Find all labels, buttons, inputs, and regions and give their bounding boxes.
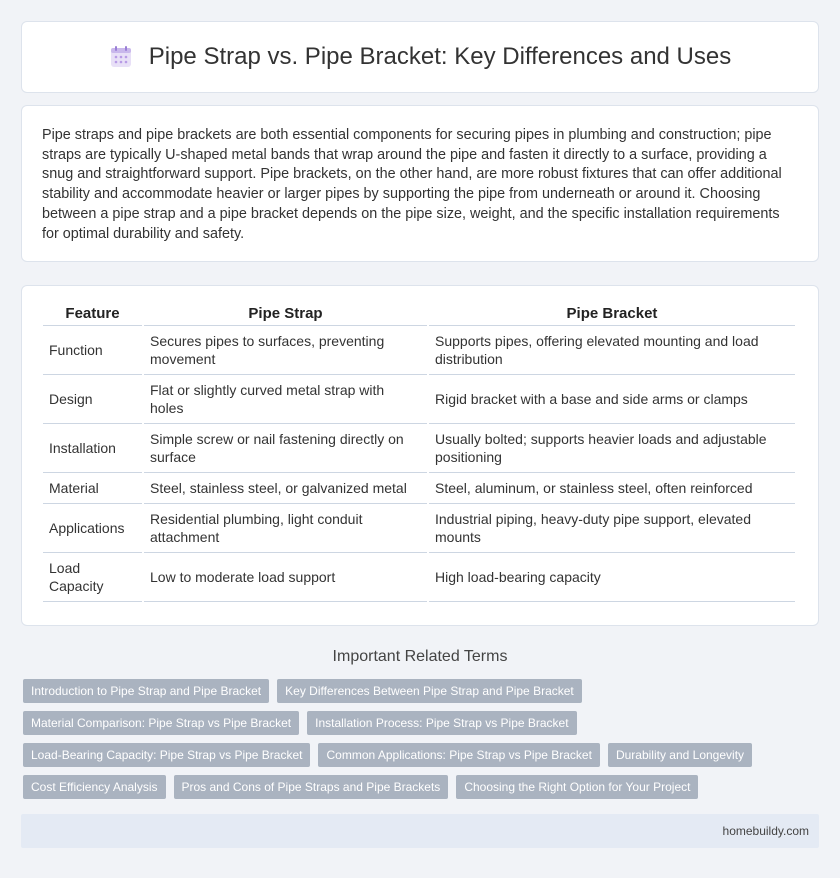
table-row	[43, 553, 795, 602]
table-row	[43, 375, 795, 424]
related-term-chip[interactable]: Common Applications: Pipe Strap vs Pipe Bracket	[318, 743, 599, 767]
intro-paragraph: Pipe straps and pipe brackets are both essential components for securing pipes in plumbing and construction; pipe straps are typically U-shaped metal bands that wrap around the pipe and fasten it directly to a surface, providing a snug and straightforward support. Pipe brackets, on the other hand, are more robust fixtures that can offer additional stability and accommodate heavier or larger pipes by supporting the pipe from underneath or around it. Choosing between a pipe strap and a pipe bracket depends on the pipe size, weight, and the specific installation requirements for optimal durability and safety.	[42, 127, 782, 242]
pipe-bracket-cell: Supports pipes, offering elevated mounting and load distribution	[429, 326, 795, 375]
header-pipe-strap: Pipe Strap	[144, 304, 427, 326]
table-row	[43, 504, 795, 553]
feature-cell: Design	[43, 375, 142, 424]
feature-cell: Function	[43, 326, 142, 375]
page-title: Pipe Strap vs. Pipe Bracket: Key Differences and Uses	[148, 43, 732, 70]
feature-cell: Applications	[43, 504, 142, 553]
feature-cell: Material	[43, 473, 142, 504]
pipe-strap-cell: Steel, stainless steel, or galvanized metal	[144, 473, 427, 504]
related-term-chip[interactable]: Choosing the Right Option for Your Project	[456, 775, 698, 799]
pipe-strap-cell: Flat or slightly curved metal strap with holes	[144, 375, 427, 424]
related-term-chip[interactable]: Pros and Cons of Pipe Straps and Pipe Brackets	[174, 775, 449, 799]
related-term-chip[interactable]: Cost Efficiency Analysis	[23, 775, 166, 799]
related-term-chip[interactable]: Introduction to Pipe Strap and Pipe Bracket	[23, 679, 269, 703]
related-term-chip[interactable]: Material Comparison: Pipe Strap vs Pipe Bracket	[23, 711, 299, 735]
intro-card	[21, 105, 819, 262]
pipe-strap-cell: Low to moderate load support	[144, 553, 427, 602]
calendar-icon	[109, 45, 133, 69]
related-terms-title: Important Related Terms	[332, 648, 508, 665]
feature-cell: Installation	[43, 424, 142, 473]
pipe-bracket-cell: Rigid bracket with a base and side arms or clamps	[429, 375, 795, 424]
footer	[21, 814, 819, 848]
footer-brand-link[interactable]: homebuildy.com	[722, 824, 809, 838]
related-term-chip[interactable]: Load-Bearing Capacity: Pipe Strap vs Pipe Bracket	[23, 743, 310, 767]
feature-cell: Load Capacity	[43, 553, 142, 602]
comparison-table	[41, 304, 797, 602]
header-pipe-bracket: Pipe Bracket	[429, 304, 795, 326]
title-card	[21, 21, 819, 93]
related-terms-list	[23, 679, 823, 807]
pipe-bracket-cell: Steel, aluminum, or stainless steel, often reinforced	[429, 473, 795, 504]
table-row	[43, 473, 795, 504]
pipe-bracket-cell: Industrial piping, heavy-duty pipe support, elevated mounts	[429, 504, 795, 553]
pipe-strap-cell: Secures pipes to surfaces, preventing movement	[144, 326, 427, 375]
table-header-row	[43, 304, 795, 326]
table-row	[43, 424, 795, 473]
header-feature: Feature	[43, 304, 142, 326]
pipe-strap-cell: Simple screw or nail fastening directly on surface	[144, 424, 427, 473]
comparison-table-card	[21, 285, 819, 626]
pipe-bracket-cell: High load-bearing capacity	[429, 553, 795, 602]
related-term-chip[interactable]: Durability and Longevity	[608, 743, 752, 767]
table-row	[43, 326, 795, 375]
pipe-bracket-cell: Usually bolted; supports heavier loads and adjustable positioning	[429, 424, 795, 473]
related-term-chip[interactable]: Installation Process: Pipe Strap vs Pipe Bracket	[307, 711, 576, 735]
related-term-chip[interactable]: Key Differences Between Pipe Strap and Pipe Bracket	[277, 679, 582, 703]
pipe-strap-cell: Residential plumbing, light conduit attachment	[144, 504, 427, 553]
